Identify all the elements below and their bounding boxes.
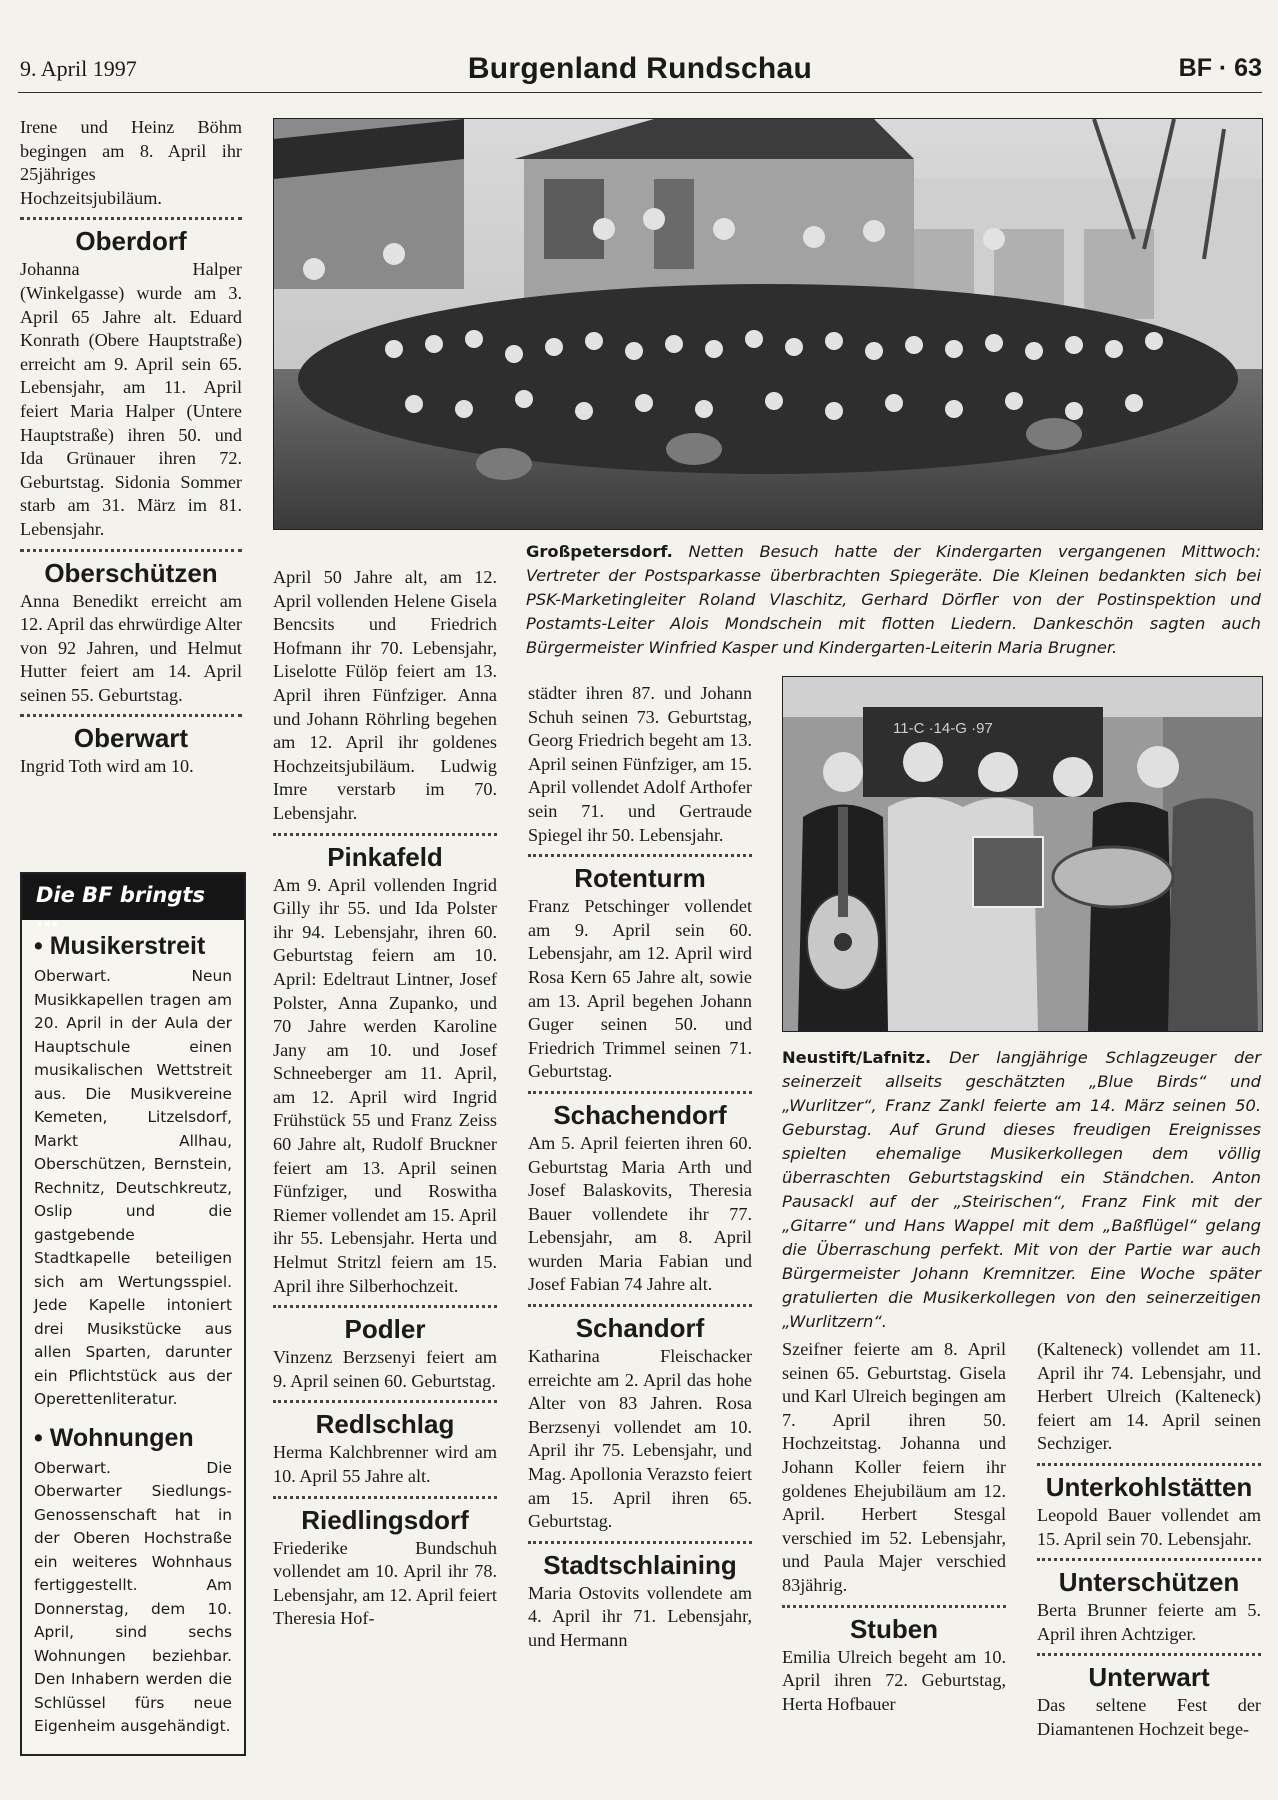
article-text: Anna Benedikt erreicht am 12. April das ehrwürdige Alter von 92 Jahren, und Helmut Hutter feiert am 14. April seinen 55. Geburtstag. xyxy=(20,590,242,705)
column-2 xyxy=(273,566,497,1631)
article-text: (Kalteneck) vollendet am 11. April ihr 74. Lebensjahr, und Herbert Ulreich (Kalteneck) feiert am 14. April seinen Sechziger. xyxy=(1037,1339,1261,1454)
column-3 xyxy=(528,682,752,1653)
place-heading-schachendorf: Schachendorf xyxy=(553,1099,727,1130)
divider xyxy=(782,1605,1006,1608)
divider xyxy=(1037,1558,1261,1561)
box-item-title: • Wohnungen xyxy=(34,1423,194,1452)
photo-caption-neustift xyxy=(782,1046,1261,1334)
article-text: Vinzenz Berzsenyi feiert am 9. April seinen 60. Geburtstag. xyxy=(273,1347,497,1391)
article-text: Maria Ostovits vollendete am 4. April ihr 71. Lebensjahr, und Hermann xyxy=(528,1582,752,1650)
photo-musicians xyxy=(782,676,1263,1032)
box-item-title: • Musikerstreit xyxy=(34,932,206,960)
divider xyxy=(273,1400,497,1403)
place-heading-schandorf: Schandorf xyxy=(575,1313,705,1344)
article-text: Katharina Fleischacker erreichte am 2. April das hohe Alter von 83 Jahren. Rosa Berzsenyi vollendet am 10. April ihr 75. Lebensjahr, und Mag. Apollonia Verazsto feiert am 15. April ihren 65. Geburtstag. xyxy=(528,1346,752,1532)
article-text: Irene und Heinz Böhm begingen am 8. April ihr 25jähriges Hochzeitsjubiläum. xyxy=(20,117,242,208)
caption-place: Neustift/Lafnitz. xyxy=(782,1048,932,1067)
divider xyxy=(528,1304,752,1307)
newspaper-title: Burgenland Rundschau xyxy=(467,52,813,85)
box-item-text: Oberwart. Die Oberwarter Siedlungs-Genossenschaft hat in der Oberen Hochstraße ein weiteres Wohnhaus fertiggestellt. Am Donnerstag, dem 10. April, sind sechs Wohnungen beziehbar. Den Inhabern werden die Schlüssel fürs neue Eigenheim ausgehändigt. xyxy=(34,1458,232,1735)
divider xyxy=(273,1496,497,1499)
divider xyxy=(1037,1463,1261,1466)
photo-kindergarten xyxy=(273,118,1263,530)
divider xyxy=(528,854,752,857)
article-text: Berta Brunner feierte am 5. April ihren Achtziger. xyxy=(1037,1600,1261,1644)
caption-place: Großpetersdorf. xyxy=(526,542,673,561)
article-text: Emilia Ulreich begeht am 10. April ihren 72. Geburtstag, Herta Hofbauer xyxy=(782,1646,1006,1714)
place-heading-rotenturm: Rotenturm xyxy=(574,863,706,894)
place-heading-redlschlag: Redlschlag xyxy=(315,1409,455,1440)
article-text: April 50 Jahre alt, am 12. April vollenden Helene Gisela Bencsits und Friedrich Hofmann ihr 70. Lebensjahr, Liselotte Fülöp feiert am 13. April ihren Fünfziger. Anna und Johann Röhrling begehen am 12. April ihr goldenes Hochzeitsjubiläum. Ludwig Imre verstarb im 70. Lebensjahr. xyxy=(273,567,497,823)
place-heading-unterwart: Unterwart xyxy=(1088,1662,1210,1693)
place-heading-unterschuetzen: Unterschützen xyxy=(1058,1567,1240,1598)
place-heading-podler: Podler xyxy=(344,1314,426,1345)
article-text: Leopold Bauer vollendet am 15. April sein 70. Lebensjahr. xyxy=(1037,1504,1261,1549)
article-text: Das seltene Fest der Diamantenen Hochzeit bege- xyxy=(1037,1695,1261,1739)
divider xyxy=(528,1091,752,1094)
article-text: Herma Kalchbrenner wird am 10. April 55 Jahre alt. xyxy=(273,1442,497,1486)
caption-text: Netten Besuch hatte der Kindergarten vergangenen Mittwoch: Vertreter der Postsparkasse überbrachten Spiegeräte. Die Kleinen bedankten sich bei PSK-Marketingleiter Roland Vlaschitz, Gerhard Dörfler von der Postinspektion und Postamts-Leiter Alois Mondschein mit flotten Liedern. Dankeschön sagten auch Bürgermeister Winfried Kasper und Kindergarten-Leiterin Maria Brugner. xyxy=(526,542,1261,657)
article-text: Johanna Halper (Winkelgasse) wurde am 3. April 65 Jahre alt. Eduard Konrath (Obere Hauptstraße) erreicht am 9. April sein 65. Lebensjahr, am 11. April feiert Maria Halper (Untere Hauptstraße) ihren 50. und Ida Grünauer ihren 72. Geburtstag. Sidonia Sommer starb am 31. März im 81. Lebensjahr. xyxy=(20,259,242,539)
box-item-text: Oberwart. Neun Musikkapellen tragen am 20. April in der Aula der Hauptschule einen musikalischen Wettstreit aus. Die Musikvereine Kemeten, Litzelsdorf, Markt Allhau, Oberschützen, Bernstein, Rechnitz, Deutschkreutz, Oslip und die gastgebende Stadtkapelle beteiligen sich am Wertungsspiel. Jede Kapelle intoniert drei Musikstücke aus allen Sparten, darunter ein Pflichtstück aus der Operettenliteratur. xyxy=(34,967,232,1408)
column-1 xyxy=(20,116,242,779)
place-heading-oberschuetzen: Oberschützen xyxy=(44,557,218,588)
place-heading-stadtschlaining: Stadtschlaining xyxy=(543,1549,737,1580)
article-text: Szeifner feierte am 8. April seinen 65. Geburtstag. Gisela und Karl Ulreich begingen am 7. April ihren 50. Hochzeitstag. Johanna und Johann Koller feiern ihr goldenes Ehejubiläum am 12. April. Herbert Stesgal verschied im 52. Lebensjahr, und Paula Majer verschied 83jährig. xyxy=(782,1339,1006,1595)
divider xyxy=(528,1541,752,1544)
chalkboard-text: 11-C ·14-G ·97 xyxy=(893,720,993,737)
column-4 xyxy=(782,1338,1006,1716)
article-text: Am 9. April vollenden Ingrid Gilly ihr 55. und Ida Polster ihr 94. Lebensjahr, ihren 60. Geburtstag feiern am 10. April: Edeltraut Lintner, Josef Polster, Anna Zupanko, und 70 Jahre werden Karoline Jany am 10. und Josef Schneeberger am 11. April, am 12. April wird Ingrid Frühstück 55 und Franz Zeiss 60 Jahre alt, Rudolf Bruckner feiert am 13. April seinen Fünfziger, und Roswitha Riemer vollendet am 15. April ihr 55. Lebensjahr. Herta und Helmut Stritzl feiern am 15. April ihre Silberhochzeit. xyxy=(273,874,497,1296)
article-text: Franz Petschinger vollendet am 9. April sein 60. Lebensjahr, am 12. April wird Rosa Kern 65 Jahre alt, sowie am 13. April begehen Johann Guger seinen 50. und Friedrich Trimmel seinen 71. Geburtstag. xyxy=(528,896,752,1082)
article-text: städter ihren 87. und Johann Schuh seinen 73. Geburtstag, Georg Friedrich begeht am 13. April seinen Fünfziger, am 15. April vollendet Adolf Arthofer sein 71. und Gertraude Spiegel ihr 50. Lebensjahr. xyxy=(528,683,752,845)
page-number: BF · 63 xyxy=(1178,54,1262,82)
place-heading-oberwart: Oberwart xyxy=(73,723,189,754)
caption-text: Der langjährige Schlagzeuger der seinerzeit allseits geschätzten „Blue Birds“ und „Wurlitzer“, Franz Zankl feierte am 14. März seinen 50. Geburstag. Auf Grund dieses freudigen Ereignisses spielten ehemalige Musikerkollegen dem völlig überraschten Geburtstagskind ein Ständchen. Anton Pausackl auf der „Steirischen“, Franz Fink mit der „Gitarre“ und Hans Wappel mit dem „Baßflügel“ gelang die Überraschung perfekt. Mit von der Partie war auch Bürgermeister Johann Kremnitzer. Eine Woche später gratulierten die Musikerkollegen von den seinerzeitigen „Wurlitzern“. xyxy=(782,1048,1261,1331)
place-heading-pinkafeld: Pinkafeld xyxy=(327,841,443,872)
divider xyxy=(20,549,242,552)
article-text: Friederike Bundschuh vollendet am 10. April ihr 78. Lebensjahr, am 12. April feiert Theresia Hof- xyxy=(273,1537,497,1629)
article-text: Ingrid Toth wird am 10. xyxy=(20,756,194,777)
issue-date: 9. April 1997 xyxy=(20,56,137,81)
page-header xyxy=(18,48,1262,93)
divider xyxy=(273,1305,497,1308)
place-heading-stuben: Stuben xyxy=(849,1613,939,1644)
place-heading-riedlingsdorf: Riedlingsdorf xyxy=(301,1504,469,1535)
place-heading-unterkohlstaetten: Unterkohlstätten xyxy=(1045,1471,1253,1502)
kindergarten-photo-image xyxy=(274,119,1262,529)
divider xyxy=(273,833,497,836)
info-box xyxy=(20,872,246,1756)
article-text: Am 5. April feierten ihren 60. Geburtstag Maria Arth und Josef Balaskovits, Theresia Bauer vollendete ihr 77. Lebensjahr, am 8. April wurden Maria Fabian und Josef Fabian 74 Jahre alt. xyxy=(528,1132,752,1295)
musicians-photo-image xyxy=(783,677,1262,1031)
divider xyxy=(1037,1653,1261,1656)
photo-caption-grosspetersdorf xyxy=(526,540,1261,660)
divider xyxy=(20,217,242,220)
divider xyxy=(20,714,242,717)
place-heading-oberdorf: Oberdorf xyxy=(75,226,187,257)
info-box-header: Die BF bringts ... xyxy=(22,874,244,920)
column-5 xyxy=(1037,1338,1261,1742)
